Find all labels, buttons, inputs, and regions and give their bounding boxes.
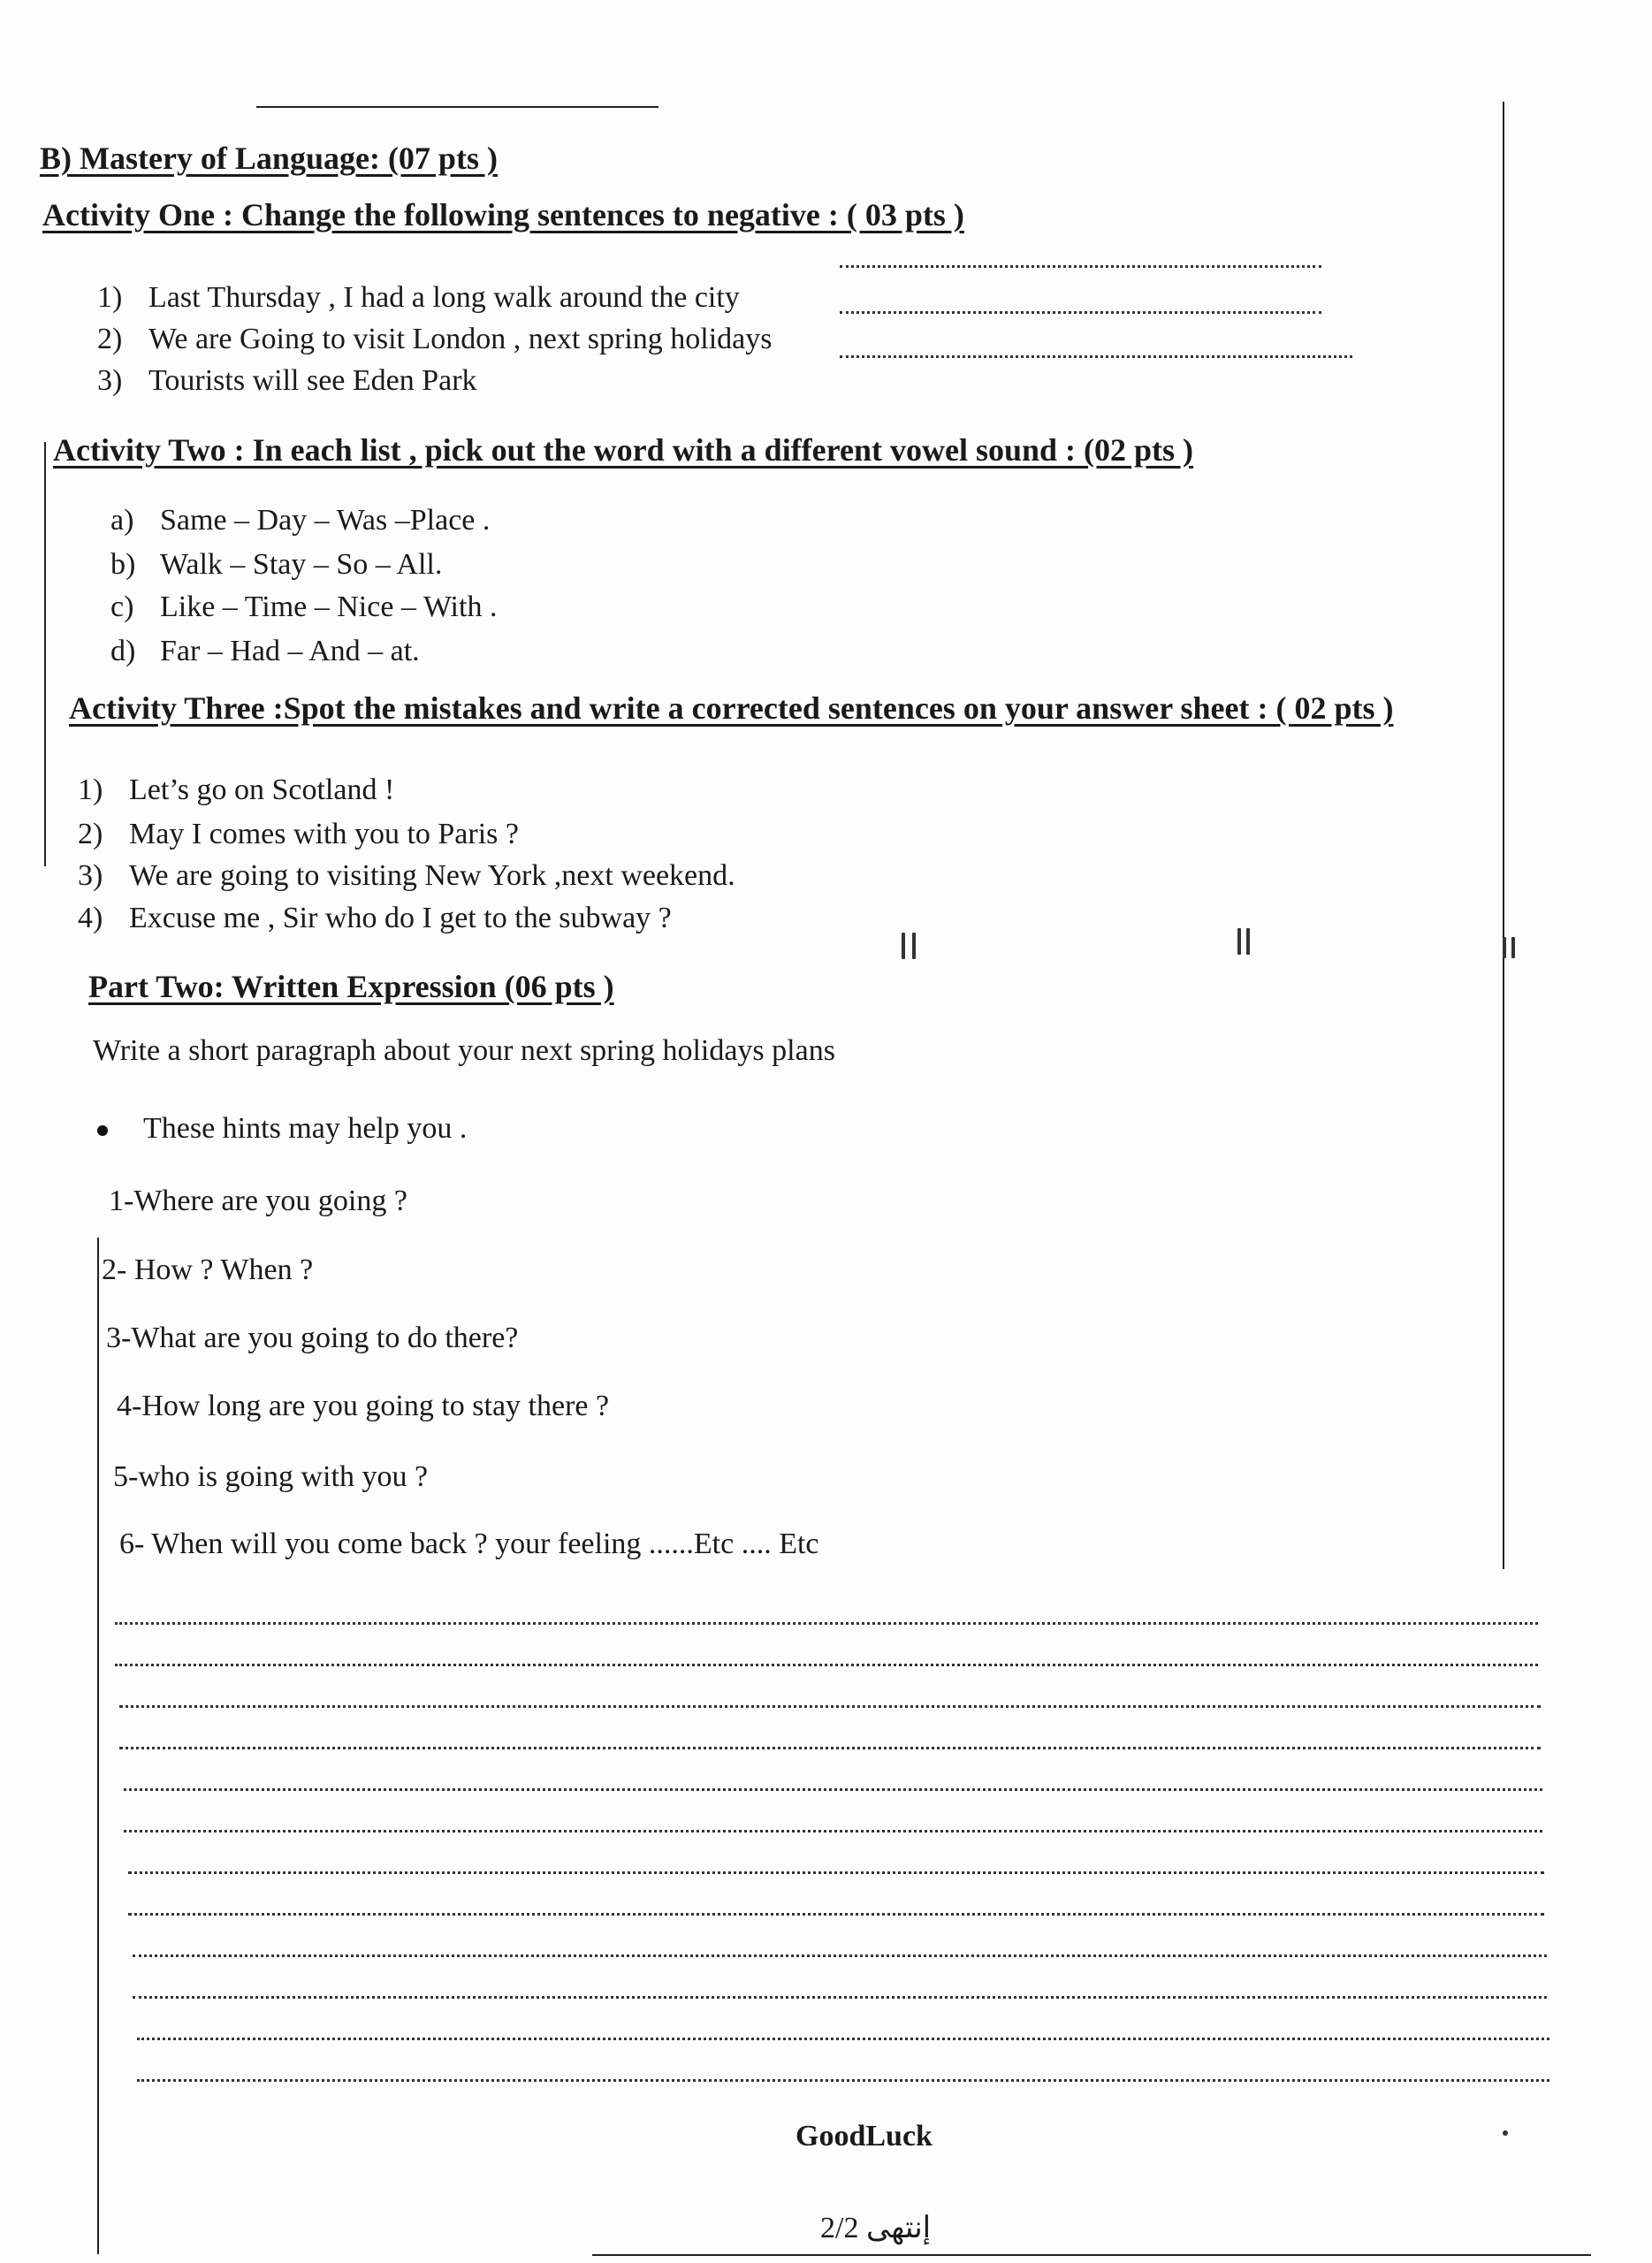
writing-line (133, 1954, 1547, 1957)
item-number: 2) (78, 818, 103, 850)
answer-line (840, 311, 1321, 314)
activity-two-title: Activity Two : In each list , pick out the word with a different vowel sound : (02 pts ) (53, 432, 1194, 468)
scan-speck (1503, 937, 1506, 958)
item-number: 3) (97, 364, 123, 397)
writing-line (133, 1996, 1547, 1999)
item-text: Far – Had – And – at. (160, 635, 420, 667)
activity-three-title: Activity Three :Spot the mistakes and write a corrected sentences on your answer sheet : ( 02 pts ) (69, 690, 1394, 726)
activity-three-item (78, 773, 394, 807)
activity-three-item (78, 859, 735, 893)
item-text: We are going to visiting New York ,next weekend. (129, 859, 735, 892)
item-number: 3) (78, 859, 103, 892)
activity-one-item (97, 364, 477, 398)
writing-line (115, 1664, 1538, 1666)
writing-line (128, 1913, 1544, 1916)
scan-speck (1246, 928, 1250, 955)
right-margin-line (1503, 102, 1504, 1569)
scan-speck (1237, 928, 1241, 955)
scan-speck (902, 933, 905, 959)
item-text: Excuse me , Sir who do I get to the subway ? (129, 902, 672, 934)
bullet-icon (97, 1125, 108, 1136)
hint-item: 2- How ? When ? (102, 1253, 314, 1286)
activity-two-item (110, 591, 497, 624)
hint-item: 4-How long are you going to stay there ? (117, 1390, 610, 1422)
writing-line (115, 1622, 1538, 1625)
writing-line (137, 2038, 1549, 2040)
activity-two-item (110, 548, 442, 582)
writing-line (128, 1871, 1544, 1874)
hint-intro-text: These hints may help you . (143, 1112, 468, 1145)
activity-one-title: Activity One : Change the following sentences to negative : ( 03 pts ) (42, 197, 964, 232)
answer-line (840, 265, 1321, 268)
item-text: Walk – Stay – So – All. (160, 548, 443, 581)
page-end-marker: إنتهى 2/2 (820, 2212, 932, 2244)
activity-three-item (78, 818, 519, 851)
item-text: Last Thursday , I had a long walk around the city (148, 281, 740, 314)
activity-two-item (110, 635, 420, 668)
item-number: 1) (97, 281, 123, 314)
item-text: Tourists will see Eden Park (148, 364, 477, 397)
item-text: Same – Day – Was –Place . (160, 504, 491, 537)
goodluck-text: GoodLuck (796, 2120, 933, 2153)
item-text: Like – Time – Nice – With . (160, 591, 498, 623)
answer-line (840, 355, 1352, 358)
activity-one-item (97, 281, 740, 315)
writing-line (124, 1830, 1542, 1832)
writing-line (137, 2079, 1549, 2082)
item-letter: b) (110, 548, 136, 581)
item-letter: a) (110, 504, 134, 537)
scan-speck (1511, 937, 1515, 958)
item-letter: d) (110, 635, 136, 667)
scan-speck (1503, 2130, 1508, 2136)
item-letter: c) (110, 591, 134, 623)
left-margin-line-lower (97, 1238, 99, 2254)
activity-three-item (78, 902, 672, 935)
part-two-instruction: Write a short paragraph about your next spring holidays plans (93, 1034, 835, 1067)
hint-intro (97, 1112, 467, 1146)
activity-two-item (110, 504, 490, 537)
part-two-title: Part Two: Written Expression (06 pts ) (88, 969, 614, 1004)
top-rule (256, 106, 659, 108)
activity-one-item (97, 323, 773, 356)
section-b-title: B) Mastery of Language: (07 pts ) (40, 141, 498, 176)
writing-line (119, 1705, 1541, 1708)
item-text: We are Going to visit London , next spring holidays (148, 323, 773, 355)
bottom-rule (592, 2254, 1591, 2256)
scan-speck (912, 933, 916, 959)
left-margin-line (44, 442, 46, 866)
hint-item: 3-What are you going to do there? (106, 1322, 519, 1354)
item-text: May I comes with you to Paris ? (129, 818, 519, 850)
hint-item: 1-Where are you going ? (109, 1185, 407, 1217)
hint-item: 5-who is going with you ? (113, 1460, 429, 1493)
item-number: 1) (78, 773, 103, 806)
hint-item: 6- When will you come back ? your feeling ......Etc .... Etc (119, 1528, 819, 1560)
item-number: 2) (97, 323, 123, 355)
writing-line (119, 1747, 1541, 1749)
item-number: 4) (78, 902, 103, 934)
writing-line (124, 1788, 1542, 1791)
item-text: Let’s go on Scotland ! (129, 773, 395, 806)
